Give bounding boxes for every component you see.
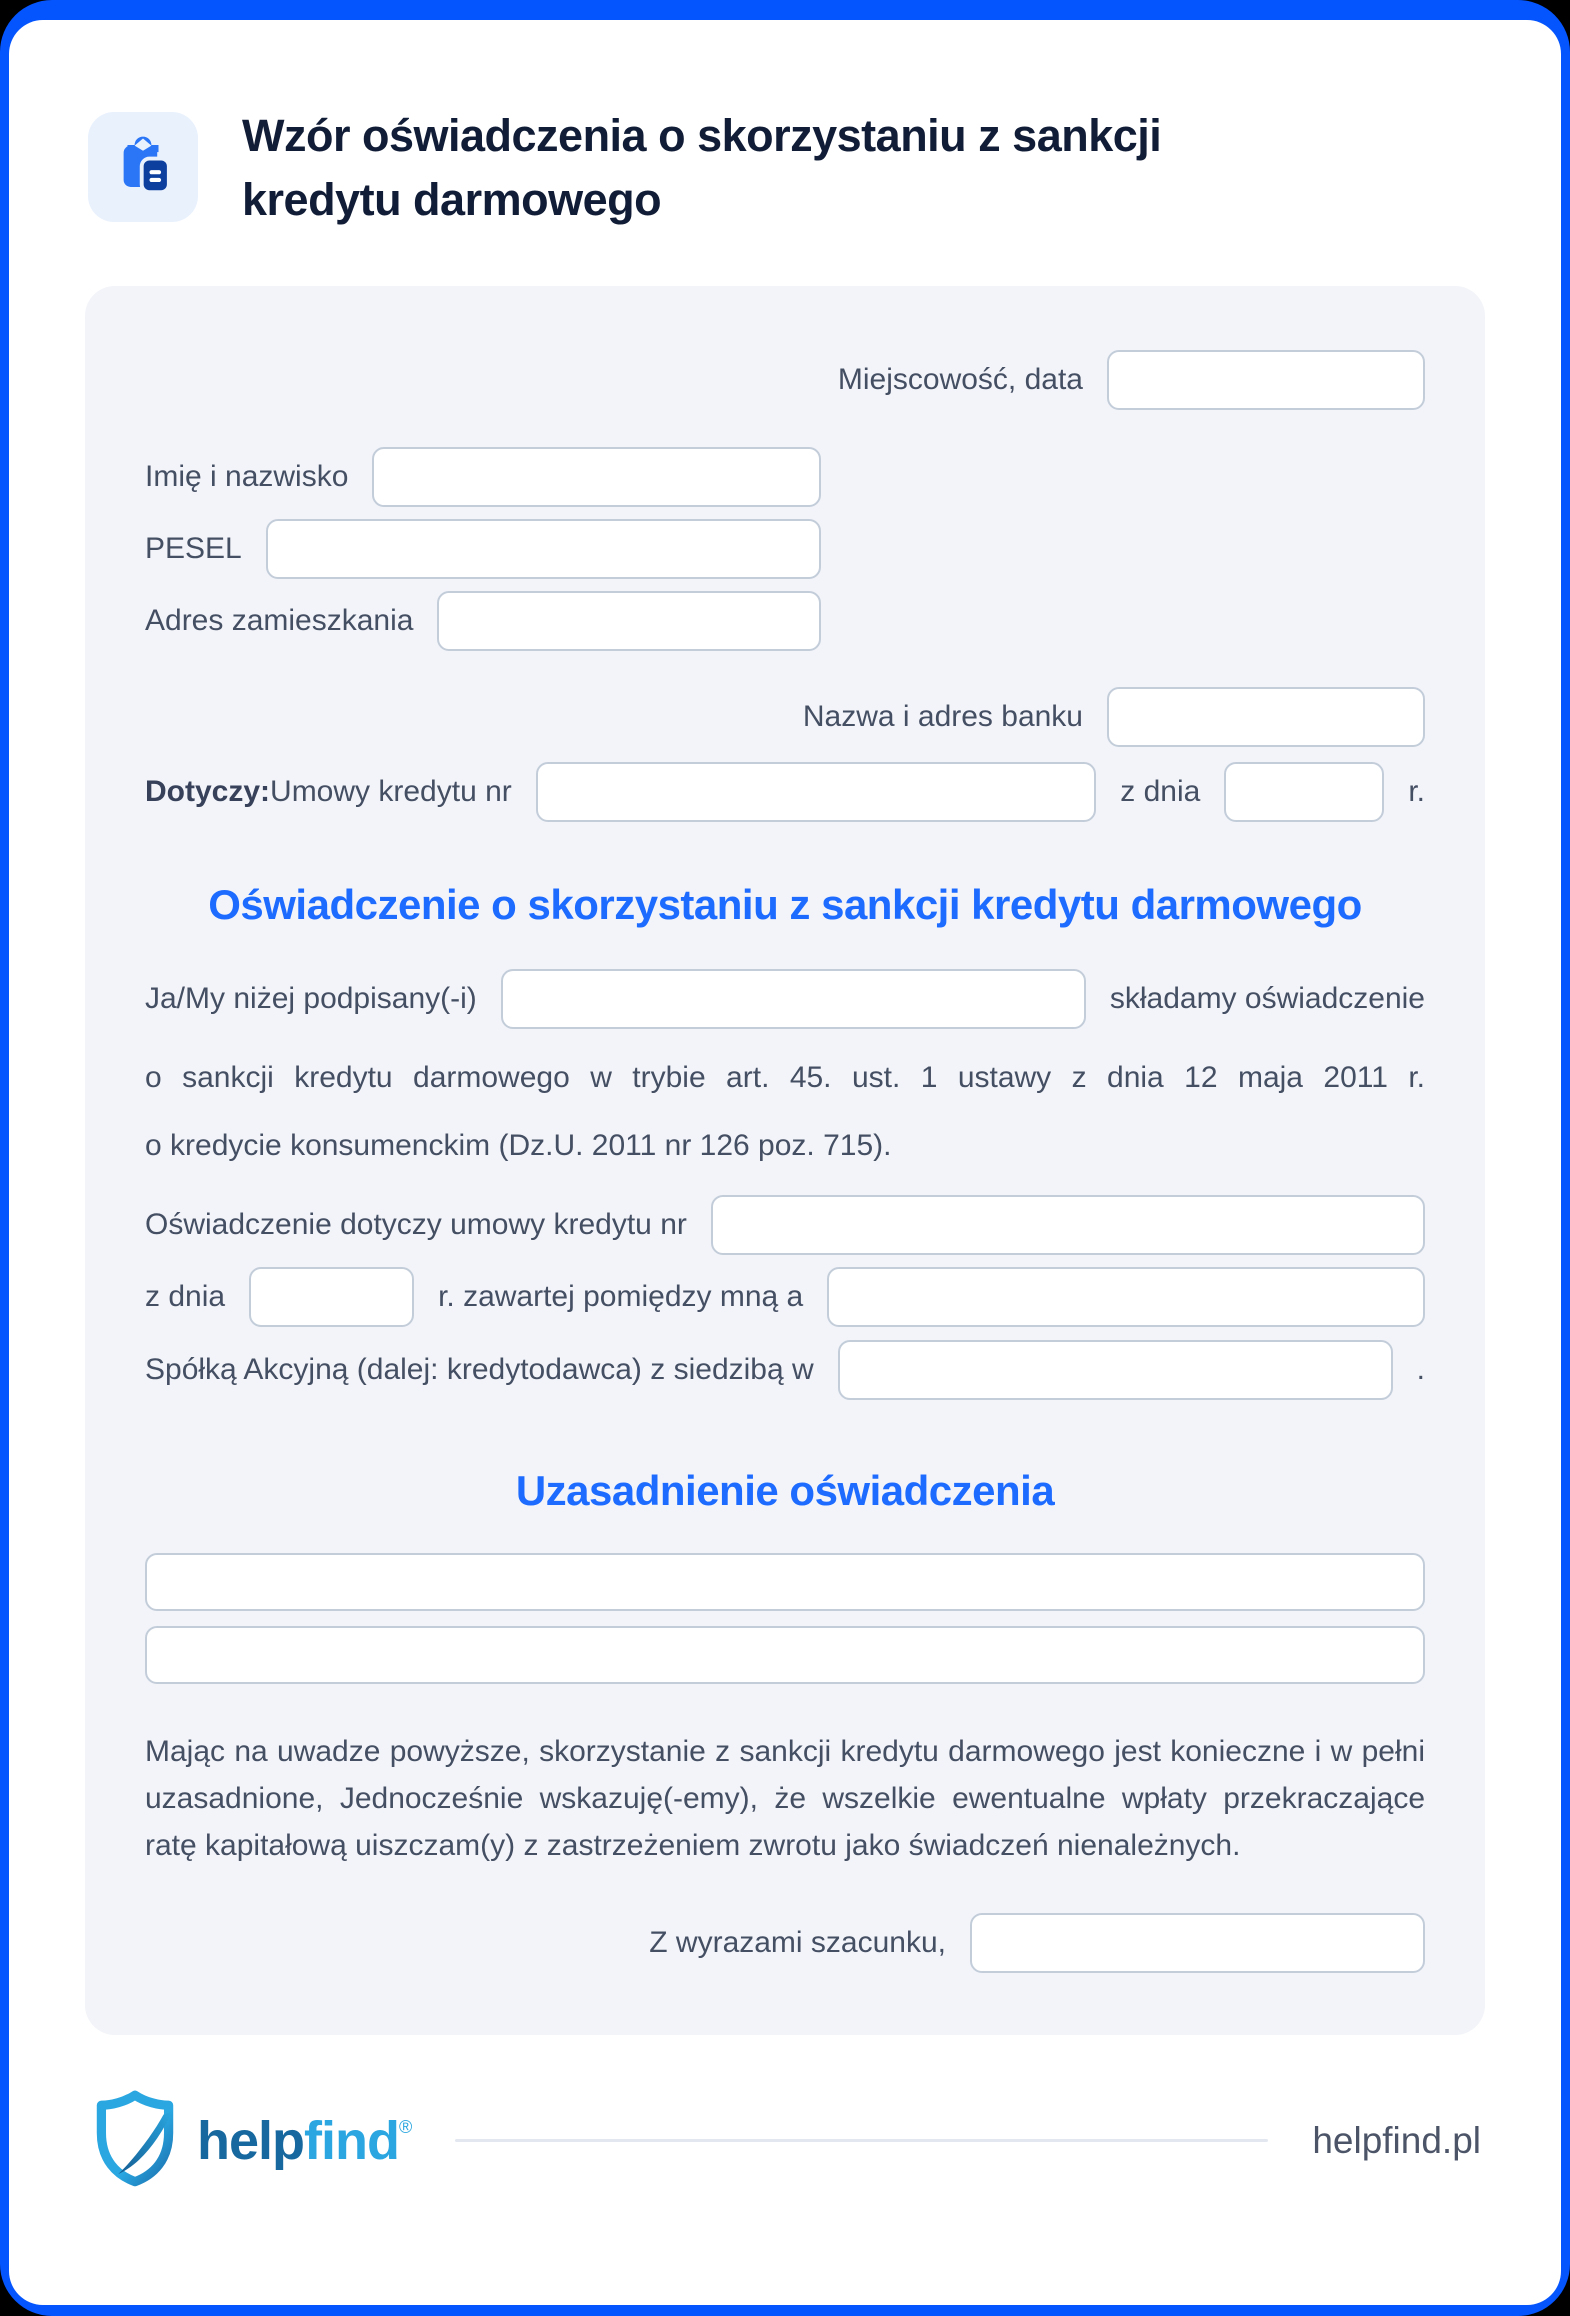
row-uzasadnienie-2 (145, 1626, 1425, 1684)
pesel-label: PESEL (145, 532, 242, 565)
umowa-z-dnia-input[interactable] (1224, 762, 1384, 822)
z-dnia-label: z dnia (1120, 775, 1201, 808)
row-miejscowosc-data (145, 350, 1425, 410)
spolka-label: Spółką Akcyjną (dalej: kredytodawca) z siedzibą w (145, 1353, 814, 1386)
umowa-kredytu-nr-input[interactable] (536, 762, 1097, 822)
row-nazwa-banku (145, 687, 1425, 747)
miejscowosc-data-label: Miejscowość, data (837, 363, 1083, 396)
declaration-heading: Oświadczenie o skorzystaniu z sankcji kredytu darmowego (208, 881, 1362, 928)
row-podpis (145, 1913, 1425, 1973)
zawarta-z-input[interactable] (827, 1267, 1425, 1327)
oswiadczenie-umowa-nr-input[interactable] (711, 1195, 1425, 1255)
justification-heading: Uzasadnienie oświadczenia (515, 1467, 1055, 1514)
declaration-line-trybie: o sankcji kredytu darmowego w trybie art. 45. ust. 1 ustawy z dnia 12 maja 2011 r. (145, 1061, 1425, 1094)
header (9, 20, 1561, 232)
row-oswiadczenie-umowa (145, 1195, 1425, 1255)
document-page (9, 20, 1561, 2305)
siedziba-w-input[interactable] (838, 1340, 1393, 1400)
row-spolka-siedziba (145, 1340, 1425, 1400)
page-title-line-1: Wzór oświadczenia o skorzystaniu z sankcji (242, 110, 1162, 161)
registered-trademark: ® (398, 2116, 412, 2137)
r-label: r. (1408, 775, 1425, 808)
imie-nazwisko-label: Imię i nazwisko (145, 460, 349, 493)
dotyczy-label: Dotyczy: (145, 775, 271, 808)
row-z-dnia-zawartej (145, 1267, 1425, 1327)
podpis-input[interactable] (970, 1913, 1425, 1973)
jamy-podpisani-input[interactable] (501, 969, 1086, 1029)
form-card (85, 286, 1485, 2035)
row-jamy-podpisani (145, 969, 1425, 1029)
umowy-kredytu-label: Umowy kredytu nr (270, 775, 512, 808)
header-icon-box (88, 112, 198, 222)
helpfind-wordmark (197, 2110, 412, 2171)
shield-check-icon (93, 2089, 177, 2192)
miejscowosc-data-input[interactable] (1107, 350, 1425, 410)
jamy-label: Ja/My niżej podpisany(-i) (145, 982, 477, 1015)
pesel-input[interactable] (266, 519, 821, 579)
z-wyrazami-label: Z wyrazami szacunku, (649, 1926, 946, 1959)
uzasadnienie-input-2[interactable] (145, 1626, 1425, 1684)
row-adres-zamieszkania (145, 591, 821, 651)
row-uzasadnienie-1 (145, 1553, 1425, 1611)
oswiadczenie-umowa-label: Oświadczenie dotyczy umowy kredytu nr (145, 1208, 687, 1241)
uzasadnienie-input-1[interactable] (145, 1553, 1425, 1611)
oswiadczenie-z-dnia-label: z dnia (145, 1280, 226, 1313)
nazwa-banku-input[interactable] (1107, 687, 1425, 747)
footer-divider (455, 2139, 1268, 2142)
footer-site-url: helpfind.pl (1312, 2119, 1481, 2161)
period-label: . (1416, 1353, 1425, 1386)
skladamy-label: składamy oświadczenie (1109, 982, 1425, 1015)
page-title-line-2: kredytu darmowego (242, 174, 662, 225)
nazwa-banku-label: Nazwa i adres banku (802, 700, 1083, 733)
row-dotyczy (145, 762, 1425, 822)
zawartej-label: r. zawartej pomiędzy mną a (438, 1280, 804, 1313)
imie-nazwisko-input[interactable] (372, 447, 821, 507)
justification-paragraph: Mając na uwadze powyższe, skorzystanie z sankcji kredytu darmowego jest konieczne i w pełni uzasadnione, Jednocześnie wskazuję(-emy), że wszelkie ewentualne wpłaty przekraczające ratę kapitałową uiszczam(y) z zastrzeżeniem zwrotu jako świadczeń nienależnych. (145, 1735, 1425, 1862)
oswiadczenie-z-dnia-input[interactable] (249, 1267, 414, 1327)
adres-zamieszkania-input[interactable] (437, 591, 821, 651)
declaration-line-kredycie: o kredycie konsumenckim (Dz.U. 2011 nr 126 poz. 715). (145, 1129, 892, 1162)
adres-zamieszkania-label: Adres zamieszkania (145, 604, 414, 637)
row-pesel (145, 519, 821, 579)
page-title (242, 104, 1161, 232)
clipboard-document-icon (112, 134, 174, 201)
wordmark-help: help (197, 2110, 305, 2171)
footer (93, 2089, 1481, 2192)
wordmark-find: find (304, 2110, 399, 2171)
helpfind-logo (93, 2089, 411, 2192)
row-imie-nazwisko (145, 447, 821, 507)
